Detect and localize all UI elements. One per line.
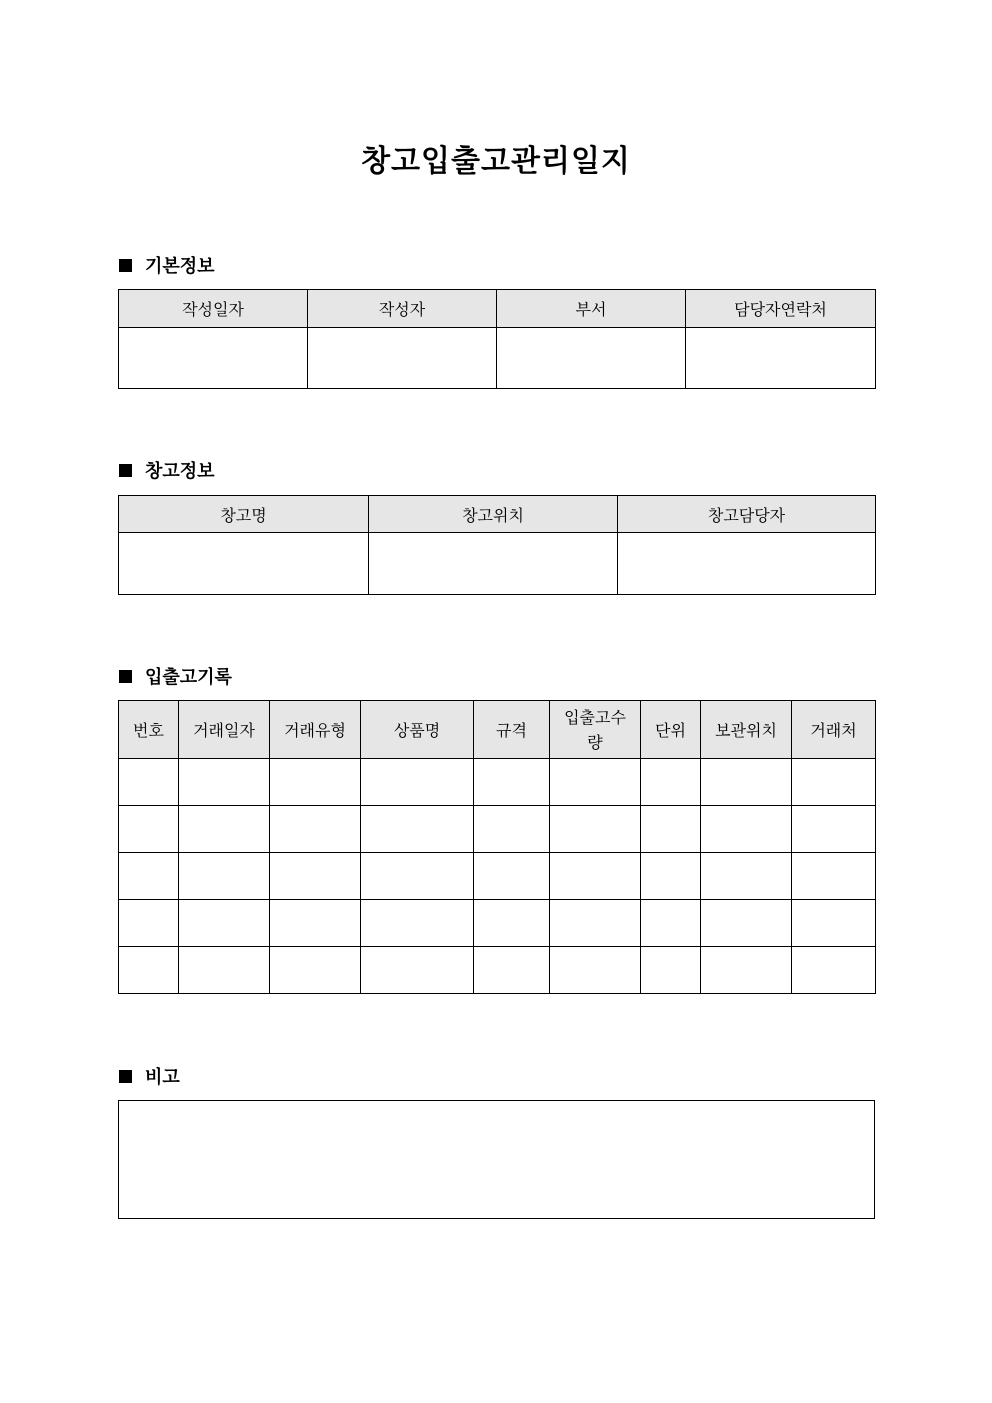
section-heading-basic-label: 기본정보 <box>145 256 215 277</box>
header-cell: 작성일자 <box>119 290 308 328</box>
input-cell[interactable] <box>179 853 270 900</box>
input-cell[interactable] <box>641 853 701 900</box>
input-cell[interactable] <box>119 806 179 853</box>
input-cell[interactable] <box>361 900 474 947</box>
input-cell[interactable] <box>550 853 641 900</box>
header-cell: 창고명 <box>119 496 369 533</box>
input-cell[interactable] <box>179 759 270 806</box>
header-cell: 번호 <box>119 701 179 759</box>
input-cell[interactable] <box>270 947 361 994</box>
section-heading-records-label: 입출고기록 <box>145 667 232 688</box>
page-title: 창고입출고관리일지 <box>361 144 631 179</box>
square-bullet-icon <box>119 464 132 477</box>
table-row <box>119 533 876 595</box>
input-cell[interactable] <box>179 900 270 947</box>
input-cell[interactable] <box>641 900 701 947</box>
header-cell: 거래일자 <box>179 701 270 759</box>
header-cell: 담당자연락처 <box>686 290 876 328</box>
header-cell: 창고위치 <box>369 496 618 533</box>
header-cell: 부서 <box>497 290 686 328</box>
input-cell[interactable] <box>550 947 641 994</box>
memo-box[interactable] <box>118 1100 875 1219</box>
input-cell[interactable] <box>701 806 792 853</box>
table-row <box>119 759 876 806</box>
input-cell[interactable] <box>497 328 686 389</box>
table-row <box>119 328 876 389</box>
input-cell[interactable] <box>270 806 361 853</box>
input-cell[interactable] <box>474 806 550 853</box>
section-heading-warehouse <box>119 458 215 482</box>
input-cell[interactable] <box>270 900 361 947</box>
input-cell[interactable] <box>119 328 308 389</box>
input-cell[interactable] <box>550 759 641 806</box>
input-cell[interactable] <box>618 533 876 595</box>
input-cell[interactable] <box>119 533 369 595</box>
table-row <box>119 853 876 900</box>
input-cell[interactable] <box>701 900 792 947</box>
input-cell[interactable] <box>270 759 361 806</box>
input-cell[interactable] <box>641 759 701 806</box>
input-cell[interactable] <box>361 759 474 806</box>
square-bullet-icon <box>119 259 132 272</box>
input-cell[interactable] <box>792 806 876 853</box>
header-cell: 단위 <box>641 701 701 759</box>
input-cell[interactable] <box>641 947 701 994</box>
header-cell: 거래유형 <box>270 701 361 759</box>
input-cell[interactable] <box>179 947 270 994</box>
input-cell[interactable] <box>361 947 474 994</box>
input-cell[interactable] <box>119 853 179 900</box>
input-cell[interactable] <box>792 947 876 994</box>
records-table <box>118 700 876 994</box>
header-cell: 창고담당자 <box>618 496 876 533</box>
section-heading-warehouse-label: 창고정보 <box>145 461 215 482</box>
input-cell[interactable] <box>550 900 641 947</box>
input-cell[interactable] <box>701 759 792 806</box>
section-heading-records <box>119 664 232 688</box>
header-cell: 보관위치 <box>701 701 792 759</box>
input-cell[interactable] <box>361 853 474 900</box>
input-cell[interactable] <box>550 806 641 853</box>
input-cell[interactable] <box>686 328 876 389</box>
input-cell[interactable] <box>474 759 550 806</box>
square-bullet-icon <box>119 1070 132 1083</box>
input-cell[interactable] <box>270 853 361 900</box>
input-cell[interactable] <box>474 853 550 900</box>
input-cell[interactable] <box>701 853 792 900</box>
input-cell[interactable] <box>308 328 497 389</box>
input-cell[interactable] <box>119 759 179 806</box>
input-cell[interactable] <box>474 947 550 994</box>
input-cell[interactable] <box>119 900 179 947</box>
header-cell: 거래처 <box>792 701 876 759</box>
input-cell[interactable] <box>792 759 876 806</box>
square-bullet-icon <box>119 670 132 683</box>
input-cell[interactable] <box>474 900 550 947</box>
input-cell[interactable] <box>792 853 876 900</box>
section-heading-basic <box>119 253 215 277</box>
section-heading-memo <box>119 1064 180 1088</box>
header-cell: 입출고수량 <box>550 701 641 759</box>
section-heading-memo-label: 비고 <box>145 1067 180 1088</box>
table-row <box>119 947 876 994</box>
input-cell[interactable] <box>792 900 876 947</box>
input-cell[interactable] <box>369 533 618 595</box>
basic-info-table <box>118 289 876 389</box>
header-cell: 상품명 <box>361 701 474 759</box>
input-cell[interactable] <box>641 806 701 853</box>
warehouse-info-table <box>118 495 876 595</box>
table-row <box>119 806 876 853</box>
input-cell[interactable] <box>701 947 792 994</box>
header-cell: 규격 <box>474 701 550 759</box>
table-row <box>119 900 876 947</box>
header-cell: 작성자 <box>308 290 497 328</box>
input-cell[interactable] <box>119 947 179 994</box>
input-cell[interactable] <box>179 806 270 853</box>
input-cell[interactable] <box>361 806 474 853</box>
